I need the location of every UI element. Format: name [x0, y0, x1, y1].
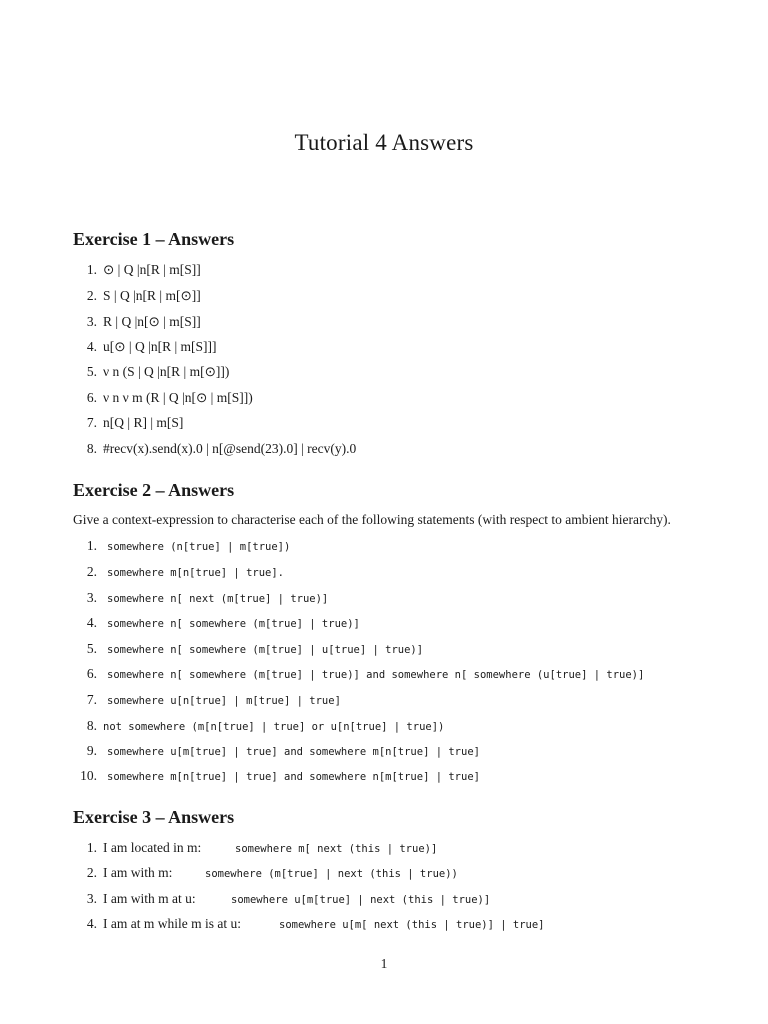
exercise-3-heading: Exercise 3 – Answers	[73, 807, 235, 827]
page-number: 1	[380, 956, 388, 971]
exercise-1-heading: Exercise 1 – Answers	[73, 229, 235, 249]
document-title: Tutorial 4 Answers	[294, 130, 474, 155]
exercise-2-intro: Give a context-expression to characterise each of the following statements (with respect to ambient hierarchy).	[73, 512, 671, 527]
exercise-2-heading: Exercise 2 – Answers	[73, 480, 235, 500]
document-page: Tutorial 4 Answers Exercise 1 – Answers 1. ⊙ | Q |n[R | m[S]] 2. S | Q |n[R | m[⊙]] 3. R | Q |n[⊙ | m[S]] 4. u[⊙ | Q |n[R | m[S]]] 5. ν n (S | Q |n[R | m[⊙]]) 6. ν n ν m (R | Q |n[⊙ | m[S]]) 7. n[Q | R] | m[S] 8. #recv(x).send(x).0 | n[@send(23).0] | recv(y).0 Exercise 2 – Answers Give a context-expression to characterise each of the following statements (with respect to ambient hierarchy). 1. somewhere (n[true] | m[true]) 2. somewhere m[n[true] | true]. 3. somewhere n[ next (m[true] | true)] 4. somewhere n[ somewhere (m[true] | true)] 5. somewhere n[ somewhere (m[true] | u[true] | true)] 6. somewhere n[ somewhere (m[true] | true)] and somewhere n[ somewhere (u[true] | true)] 7. somewhere u[n[true] | m[true] | true] 8. not somewhere (m[n[true] | true] or u[n[true] | true]) 9. somewhere u[m[true] | true] and somewhere m[n[true] | true] 10. somewhere m[n[true] | true] and somewhere n[m[true] | true] Exercise 3 – Answers 1. I am located in m: somewhere m[ next (this | true)] 2. I am with m: somewhere (m[true] | next (this | true)) 3. I am with m at u: somewhere u[m[true] | next (this | true)] 4. I am at m while m is at u: somewhere u[m[ next (this | true)] | true] 1	[0, 0, 768, 1024]
